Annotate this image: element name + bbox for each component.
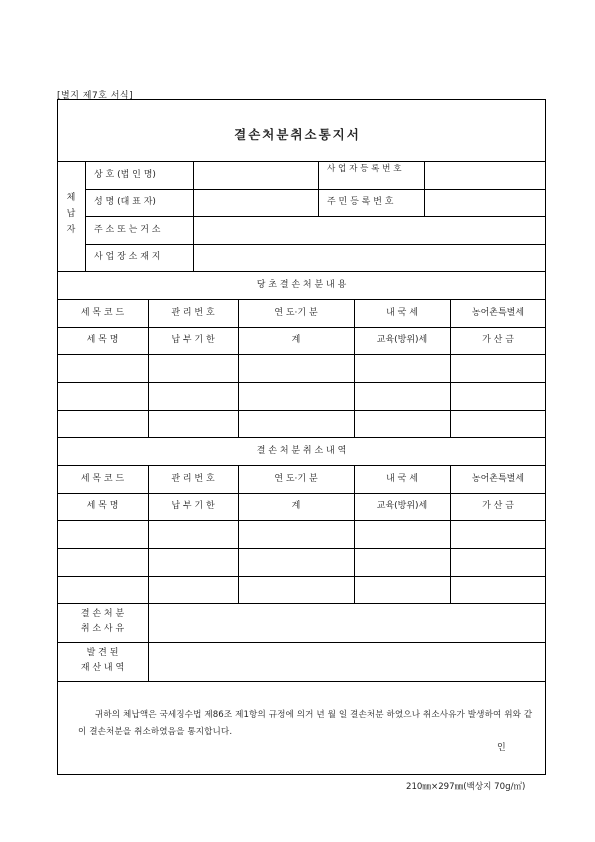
divider (57, 410, 546, 411)
address-label: 주 소 또 는 거 소 (94, 225, 161, 235)
divider (85, 161, 86, 271)
col-due-date: 납 부 기 한 (171, 335, 215, 345)
col-tax-item-name: 세 목 명 (86, 335, 119, 345)
col-rural-special-tax: 농어촌특별세 (471, 474, 525, 484)
document-title: 결손처분취소통지서 (234, 127, 361, 142)
divider (450, 465, 451, 603)
divider (450, 299, 451, 437)
col-rural-special-tax: 농어촌특별세 (471, 308, 525, 318)
divider (57, 299, 546, 300)
col-total: 계 (291, 335, 301, 345)
col-year-period: 연 도·기 분 (274, 308, 318, 318)
col-national-tax: 내 국 세 (386, 474, 418, 484)
divider (57, 465, 546, 466)
business-reg-no-field[interactable] (425, 162, 545, 188)
divider (148, 299, 149, 437)
col-tax-item-name: 세 목 명 (86, 501, 119, 511)
col-education-tax: 교육(방위)세 (376, 501, 428, 511)
col-penalty: 가 산 금 (482, 335, 514, 345)
divider (57, 354, 546, 355)
seal-mark: 인 (497, 743, 506, 753)
cancellation-reason-field[interactable] (149, 604, 545, 641)
taxpayer-group-label (57, 190, 85, 238)
col-tax-code: 세 목 코 드 (80, 308, 125, 318)
divider (238, 299, 239, 437)
business-location-label: 사 업 장 소 재 지 (94, 252, 161, 262)
col-tax-code: 세 목 코 드 (80, 474, 125, 484)
col-penalty: 가 산 금 (482, 501, 514, 511)
divider (318, 161, 319, 216)
address-field[interactable] (194, 217, 545, 243)
divider (238, 465, 239, 603)
divider (57, 327, 546, 328)
divider (57, 382, 546, 383)
col-due-date: 납 부 기 한 (171, 501, 215, 511)
resident-reg-no-label: 주 민 등 록 번 호 (327, 197, 394, 207)
cancellation-reason-label: 결 손 처 분 취 소 사 유 (80, 609, 125, 634)
discovered-property-label: 발 견 된 재 산 내 역 (80, 648, 125, 673)
divider (57, 493, 546, 494)
business-location-field[interactable] (194, 245, 545, 270)
paper-spec: 210㎜×297㎜(백상지 70g/㎡) (406, 782, 526, 792)
notice-text: 귀하의 체납액은 국세징수법 제86조 제1항의 규정에 의거 년 월 일 결손처분 하였으나 취소사유가 발생하여 위와 같이 결손처분을 취소하였음을 통지합니다. (78, 710, 533, 737)
divider (57, 271, 546, 272)
taxpayer-group-text: 체 납 자 (66, 193, 76, 235)
representative-name-field[interactable] (194, 190, 317, 215)
divider (57, 548, 546, 549)
resident-reg-no-field[interactable] (425, 190, 545, 215)
col-national-tax: 내 국 세 (386, 308, 418, 318)
discovered-property-field[interactable] (149, 643, 545, 680)
business-reg-no-label: 사 업 자 등 록 번 호 (327, 164, 402, 174)
divider (354, 299, 355, 437)
col-management-no: 관 리 번 호 (171, 474, 215, 484)
divider (354, 465, 355, 603)
divider (148, 465, 149, 603)
col-management-no: 관 리 번 호 (171, 308, 215, 318)
original-disposal-section-title: 당 초 결 손 처 분 내 용 (256, 280, 347, 290)
form-number-label: [별지 제7호 서식] (57, 91, 134, 101)
col-total: 계 (291, 501, 301, 511)
col-year-period: 연 도·기 분 (274, 474, 318, 484)
col-education-tax: 교육(방위)세 (376, 335, 428, 345)
divider (57, 681, 546, 682)
trade-name-field[interactable] (194, 162, 317, 188)
cancellation-section-title: 결 손 처 분 취 소 내 역 (256, 446, 347, 456)
trade-name-label: 상 호 (법 인 명) (94, 170, 156, 180)
divider (57, 520, 546, 521)
divider (57, 437, 546, 438)
divider (57, 576, 546, 577)
representative-name-label: 성 명 (대 표 자) (94, 197, 156, 207)
